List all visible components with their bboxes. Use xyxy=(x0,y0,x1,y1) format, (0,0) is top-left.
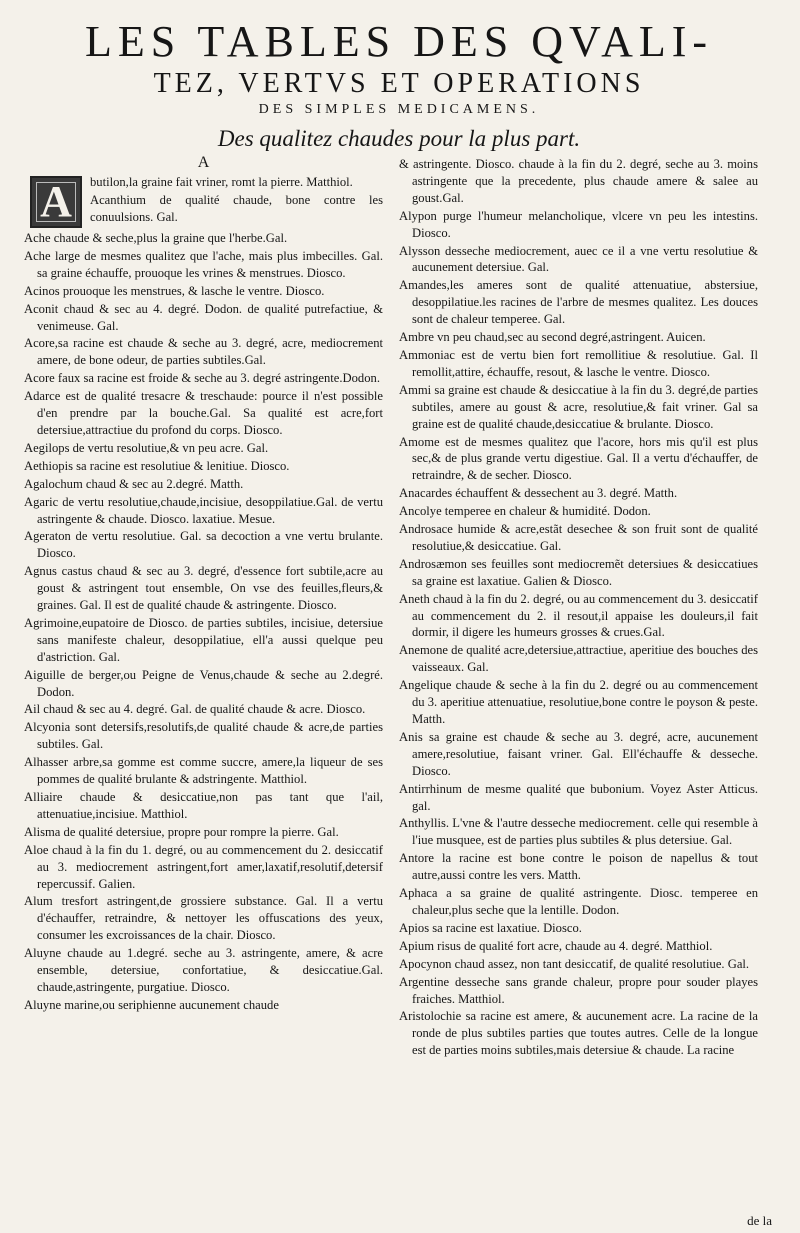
entry: Aiguille de berger,ou Peigne de Venus,chaude & seche au 2.degré. Dodon. xyxy=(24,667,383,699)
entry: Aneth chaud à la fin du 2. degré, ou au commencement du 3. desiccatif au commencement du 2. il resout,il appaise les douleurs,il fait dormir, il digere les humeurs grosses & crues.Gal. xyxy=(399,591,758,640)
title-line-1: LES TABLES DES QVALI- xyxy=(84,17,714,66)
section-subtitle: Des qualitez chaudes pour la plus part. xyxy=(217,126,581,151)
entry: Alisma de qualité detersiue, propre pour rompre la pierre. Gal. xyxy=(24,824,339,839)
entry: Aloe chaud à la fin du 1. degré, ou au commencement du 2. desiccatif au 3. mediocrement astringent,fort amer,laxatif,resolutif,detersif repercussif. Galien. xyxy=(24,842,383,891)
entry: Aristolochie sa racine est amere, & aucunement acre. La racine de la ronde de plus subtiles parties que toutes autres. Celle de la longue est de parties moins subtiles,mais detersiue & chaude. La racine xyxy=(399,1009,758,1058)
text-columns xyxy=(24,156,774,1060)
entry: Apios sa racine est laxatiue. Diosco. xyxy=(399,920,582,935)
entry: Anacardes échauffent & dessechent au 3. degré. Matth. xyxy=(399,486,678,501)
entry: Ageraton de vertu resolutiue. Gal. sa decoction a vne vertu brulante. Diosco. xyxy=(24,529,383,561)
entry: Ammoniac est de vertu bien fort remollitiue & resolutiue. Gal. Il remollit,attire, échauffe, resout, & lasche le ventre. Diosco. xyxy=(399,347,758,379)
entry: Anemone de qualité acre,detersiue,attractiue, aperitiue des bouches des vaisseaux. Gal. xyxy=(399,643,758,675)
entry: Agalochum chaud & sec au 2.degré. Matth. xyxy=(24,476,244,491)
entry: Antore la racine est bone contre le poison de napellus & tout autre,aussi contre les vers. Matth. xyxy=(399,851,758,883)
entry: Ammi sa graine est chaude & desiccatiue à la fin du 3. degré,de parties subtiles, amere au goust & acre, resolutiue,& fait vriner. Gal sa graine est de qualité chaude,desiccatiue & brulante. Diosco. xyxy=(399,382,758,431)
entry: Androsace humide & acre,estãt desechee & son fruit sont de qualité resolutiue,& desiccatiue. Gal. xyxy=(399,522,758,553)
entry: Ail chaud & sec au 4. degré. Gal. de qualité chaude & acre. Diosco. xyxy=(24,702,366,717)
entry: Aegilops de vertu resolutiue,& vn peu acre. Gal. xyxy=(24,440,269,455)
decorated-initial-icon xyxy=(30,176,82,228)
entry: Amandes,les ameres sont de qualité attenuatiue, abstersiue, desoppilatiue.les racines de l'arbre de mesmes qualitez. Les douces sont de chaleur temperee. Gal. xyxy=(399,278,758,327)
entry: Adarce est de qualité tresacre & treschaude: pource il n'est possible d'en prendre par la bouche.Gal. Sa qualité est acre,fort detersiue,attractiue du profond du corps. Diosco. xyxy=(24,389,383,437)
entry: Anthyllis. L'vne & l'autre desseche mediocrement. celle qui resemble à l'iue musquee, est de parties plus subtiles & plus detersiue. Gal. xyxy=(399,816,758,848)
entry: butilon,la graine fait vriner, romt la pierre. Matthiol. xyxy=(90,175,353,189)
entry: Alum tresfort astringent,de grossiere substance. Gal. Il a vertu d'échauffer, retraindre, & nettoyer les offuscations des yeux, consumer les excroissances de la chair. Diosco. xyxy=(24,894,383,943)
entry: Acore,sa racine est chaude & seche au 3. degré, acre, mediocrement amere, de bone odeur, de parties subtiles.Gal. xyxy=(24,336,383,368)
entry: Ancolye temperee en chaleur & humidité. Dodon. xyxy=(399,504,651,519)
entry: Aphaca a sa graine de qualité astringente. Diosc. temperee en chaleur,plus seche que la lentille. Dodon. xyxy=(399,886,758,917)
entry: Alypon purge l'humeur melancholique, vlcere vn peu les intestins. Diosco. xyxy=(399,208,758,240)
left-column xyxy=(24,156,383,1060)
entry: Angelique chaude & seche à la fin du 2. degré ou au commencement du 3. aperitiue attenuatiue, resolutiue,bone contre le poyson & peste. Matth. xyxy=(399,678,758,726)
first-entry-block xyxy=(24,174,383,230)
entry: Aconit chaud & sec au 4. degré. Dodon. de qualité putrefactiue, & venimeuse. Gal. xyxy=(24,301,383,333)
catchword: de la xyxy=(747,1213,772,1228)
entry: Acinos prouoque les menstrues, & lasche le ventre. Diosco. xyxy=(24,283,325,298)
entry: Alysson desseche mediocrement, auec ce il a vne vertu resolutiue & aucunement detersiue. Gal. xyxy=(399,243,758,275)
entry: Agnus castus chaud & sec au 3. degré, d'essence fort subtile,acre au goust & astringent tout ensemble, On vse des feuilles,fleurs,& graines. Gal. Il est de qualité chaude & astringente. Diosco. xyxy=(24,564,383,613)
entry: Acore faux sa racine est froide & seche au 3. degré astringente.Dodon. xyxy=(24,371,380,386)
right-column xyxy=(399,156,758,1060)
entry: Apocynon chaud assez, non tant desiccatif, de qualité resolutiue. Gal. xyxy=(399,956,750,971)
dropcap-letter: A xyxy=(40,177,72,226)
entry: Acanthium de qualité chaude, bone contre les conuulsions. Gal. xyxy=(90,192,383,224)
entry: Agaric de vertu resolutiue,chaude,incisiue, desoppilatiue.Gal. de vertu astringente & chaude. Diosco. laxatiue. Mesue. xyxy=(24,494,383,526)
entry: Apium risus de qualité fort acre, chaude au 4. degré. Matthiol. xyxy=(399,938,713,953)
entry: Androsæmon ses feuilles sont mediocremẽt detersiues & desiccatiues sa graine est laxatiue. Galien & Diosco. xyxy=(399,556,758,588)
entry: Antirrhinum de mesme qualité que bubonium. Voyez Aster Atticus. gal. xyxy=(399,781,758,813)
entry: Ache chaude & seche,plus la graine que l'herbe.Gal. xyxy=(24,231,288,245)
entry: Ambre vn peu chaud,sec au second degré,astringent. Auicen. xyxy=(399,330,706,345)
entry: Aluyne chaude au 1.degré. seche au 3. astringente, amere, & acre ensemble, detersiue, confortatiue, & desiccatiue.Gal. chaude,astringente, purgatiue. Diosco. xyxy=(24,946,383,994)
right-entries xyxy=(399,156,758,1059)
section-letter: A xyxy=(197,154,210,171)
entry: Anis sa graine est chaude & seche au 3. degré, acre, aucunement amere,resolutiue, faisant vriner. Gal. Ell'échauffe & desseche. Diosco. xyxy=(399,729,758,778)
entry: Amome est de mesmes qualitez que l'acore, hors mis qu'il est plus sec,& de plus grande vertu digestiue. Gal. Il a vertu d'échauffer, de retraindre, & de secher. Diosco. xyxy=(399,434,758,483)
entry: Alliaire chaude & desiccatiue,non pas tant que l'ail, attenuatiue,incisiue. Matthiol. xyxy=(24,790,383,821)
entry: Aluyne marine,ou seriphienne aucunement chaude xyxy=(24,997,279,1012)
left-entries xyxy=(24,230,383,1014)
title-line-2: TEZ, VERTVS ET OPERATIONS xyxy=(153,68,645,99)
entry: Alhasser arbre,sa gomme est comme succre, amere,la liqueur de ses pommes de qualité brulante & adstringente. Matthiol. xyxy=(24,755,383,787)
entry: Alcyonia sont detersifs,resolutifs,de qualité chaude & acre,de parties subtiles. Gal. xyxy=(24,720,383,752)
entry: Aethiopis sa racine est resolutiue & lenitiue. Diosco. xyxy=(24,458,290,473)
entry: Ache large de mesmes qualitez que l'ache, mais plus imbecilles. Gal. sa graine échauffe, prouoque les vrines & menstrues. Diosco. xyxy=(24,248,383,280)
title-line-3: DES SIMPLES MEDICAMENS. xyxy=(258,102,540,117)
entry: Argentine desseche sans grande chaleur, propre pour souder playes fraiches. Matthiol. xyxy=(399,974,758,1006)
entry: & astringente. Diosco. chaude à la fin du 2. degré, seche au 3. moins astringente que la precedente, plus chaude amere & salee au goust.Gal. xyxy=(399,157,758,205)
entry: Agrimoine,eupatoire de Diosco. de parties subtiles, incisiue, detersiue sans manifeste chaleur, desoppilatiue, ell'a aussi quelque peu d'astriction. Gal. xyxy=(24,615,383,664)
